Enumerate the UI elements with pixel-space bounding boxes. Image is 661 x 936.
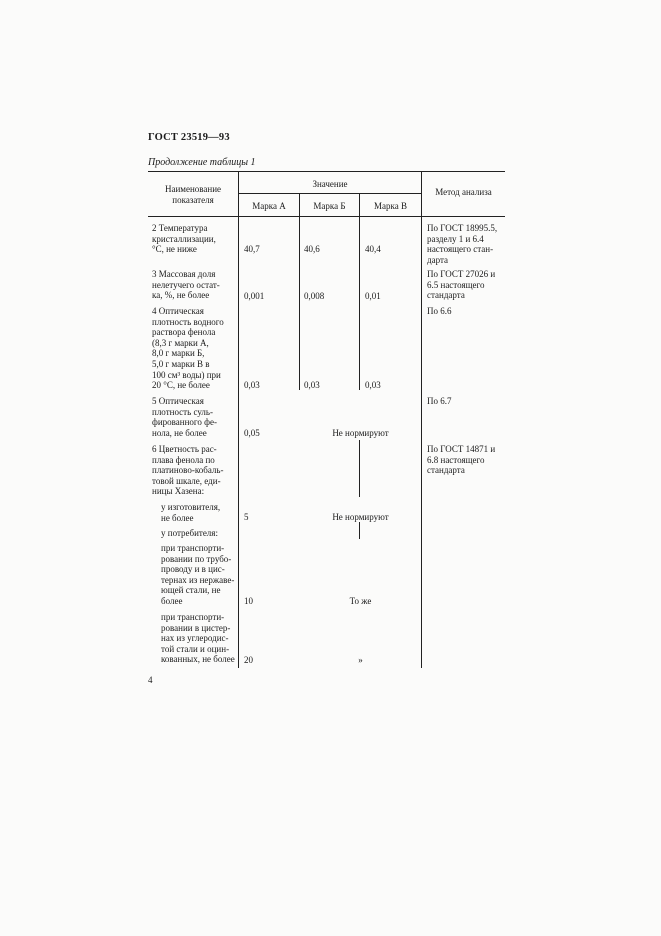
row-crystallization-b: 40,6 [304,244,320,254]
row-optical-density-b: 0,03 [304,380,320,390]
row-crystallization-name: 2 Температура кристаллизации, °С, не ниже [152,223,216,255]
row-pipeline-name: при транспорти- ровании по трубо- проводу и в цис- тернах из нержаве- ющей стали, не более [161,543,235,606]
divider-name [238,171,239,668]
value-header-rule [238,193,422,194]
divider-bc-row6 [359,440,360,497]
row-optical-density-name: 4 Оптическая плотность водного раствора фенола (8,3 г марки А, 8,0 г марки Б, 5,0 г марки В в 100 см³ воды) при 20 °С, не более [152,306,224,391]
row-sulfonated-name: 5 Оптическая плотность суль- фированного фе- нола, не более [152,396,217,438]
row-carbon-steel-merged: » [358,655,363,665]
row-crystallization-a: 40,7 [244,244,260,254]
header-grade-c: Марка В [374,201,407,211]
row-optical-density-method: По 6.6 [427,306,452,316]
row-sulfonated-a: 0,05 [244,428,260,438]
row-nonvolatile-a: 0,001 [244,291,265,301]
row-sulfonated-merged: Не нормируют [332,428,389,438]
row-consumer-name: у потребителя: [161,528,218,538]
row-carbon-steel-a: 20 [244,655,253,665]
row-color-method: По ГОСТ 14871 и 6.8 настоящего стандарта [427,444,496,476]
row-pipeline-merged: То же [349,596,372,606]
divider-bc [359,193,360,390]
table-top-rule [148,171,505,172]
row-manufacturer-merged: Не нормируют [332,512,389,522]
header-value: Значение [312,179,348,189]
divider-ab [299,193,300,390]
row-nonvolatile-name: 3 Массовая доля нелетучего остат- ка, %, не более [152,269,220,301]
header-grade-b: Марка Б [313,201,346,211]
row-crystallization-method: По ГОСТ 18995.5, разделу 1 и 6.4 настоящего стан- дарта [427,223,498,265]
row-color-name: 6 Цветность рас- плава фенола по платиново-кобаль- товой шкале, еди- ницы Хазена: [152,444,224,497]
row-optical-density-a: 0,03 [244,380,260,390]
page-number: 4 [148,675,153,685]
table-continuation-caption: Продолжение таблицы 1 [148,157,256,168]
divider-method [421,171,422,668]
row-crystallization-c: 40,4 [365,244,381,254]
divider-bc-row7 [359,522,360,539]
row-nonvolatile-b: 0,008 [304,291,325,301]
row-manufacturer-name: у изготовителя, не более [161,502,221,523]
row-optical-density-c: 0,03 [365,380,381,390]
row-manufacturer-a: 5 [244,512,249,522]
header-bottom-rule [148,216,505,217]
row-nonvolatile-c: 0,01 [365,291,381,301]
header-grade-a: Марка А [252,201,286,211]
row-sulfonated-method: По 6.7 [427,396,452,406]
row-carbon-steel-name: при транспорти- ровании в цистер- нах из углеродис- той стали и оцин- кованных, не более [161,612,235,665]
header-name: Наименование показателя [164,184,222,205]
document-code: ГОСТ 23519—93 [148,132,230,143]
header-method: Метод анализа [435,187,492,197]
row-nonvolatile-method: По ГОСТ 27026 и 6.5 настоящего стандарта [427,269,496,301]
row-pipeline-a: 10 [244,596,253,606]
